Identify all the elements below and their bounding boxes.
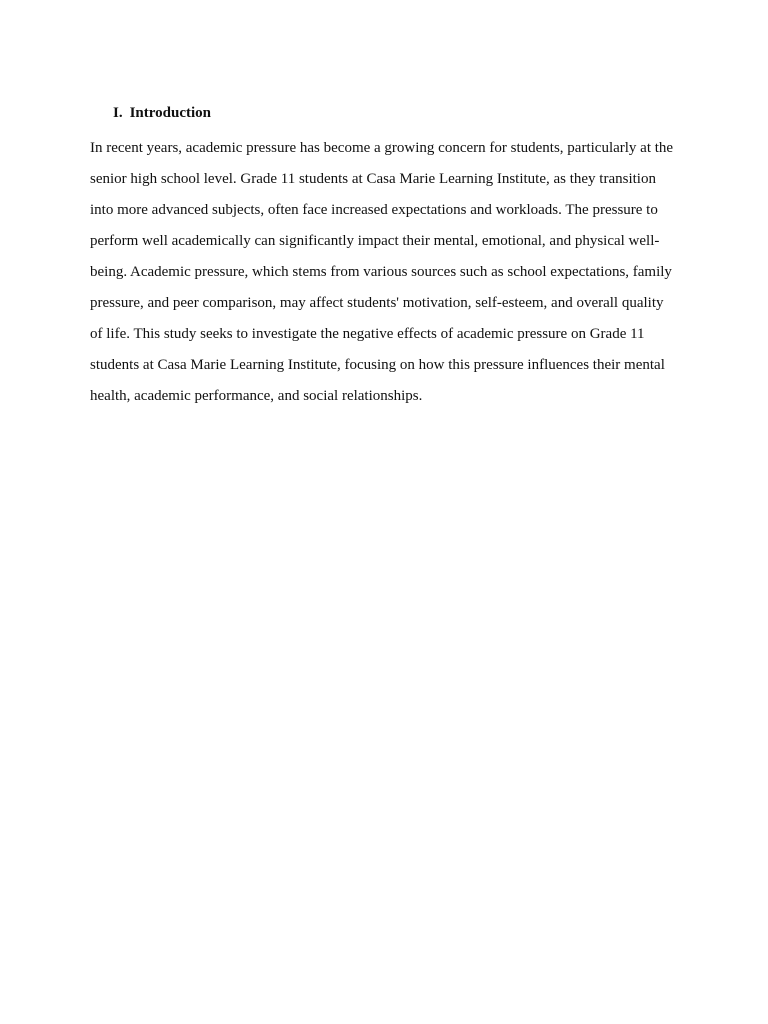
paragraph-line: In recent years, academic pressure has become a growing concern for students, particularly at the [90,140,674,156]
section-number: I. [113,105,123,121]
paragraph-line: senior high school level. Grade 11 students at Casa Marie Learning Institute, as they transition [90,171,656,187]
paragraph-line: into more advanced subjects, often face increased expectations and workloads. The pressure to [90,202,658,218]
paragraph-line: being. Academic pressure, which stems from various sources such as school expectations, family [90,264,672,280]
paragraph-line: students at Casa Marie Learning Institute, focusing on how this pressure influences their mental [90,357,665,373]
paragraph-line: perform well academically can significantly impact their mental, emotional, and physical well- [90,233,660,249]
section-title: Introduction [129,105,212,121]
paragraph-line: health, academic performance, and social relationships. [90,388,423,404]
paragraph-line: pressure, and peer comparison, may affect students' motivation, self-esteem, and overall quality [90,295,664,311]
section-heading [113,103,211,123]
paragraph-line: of life. This study seeks to investigate the negative effects of academic pressure on Grade 11 [90,326,645,342]
introduction-paragraph [90,133,690,412]
